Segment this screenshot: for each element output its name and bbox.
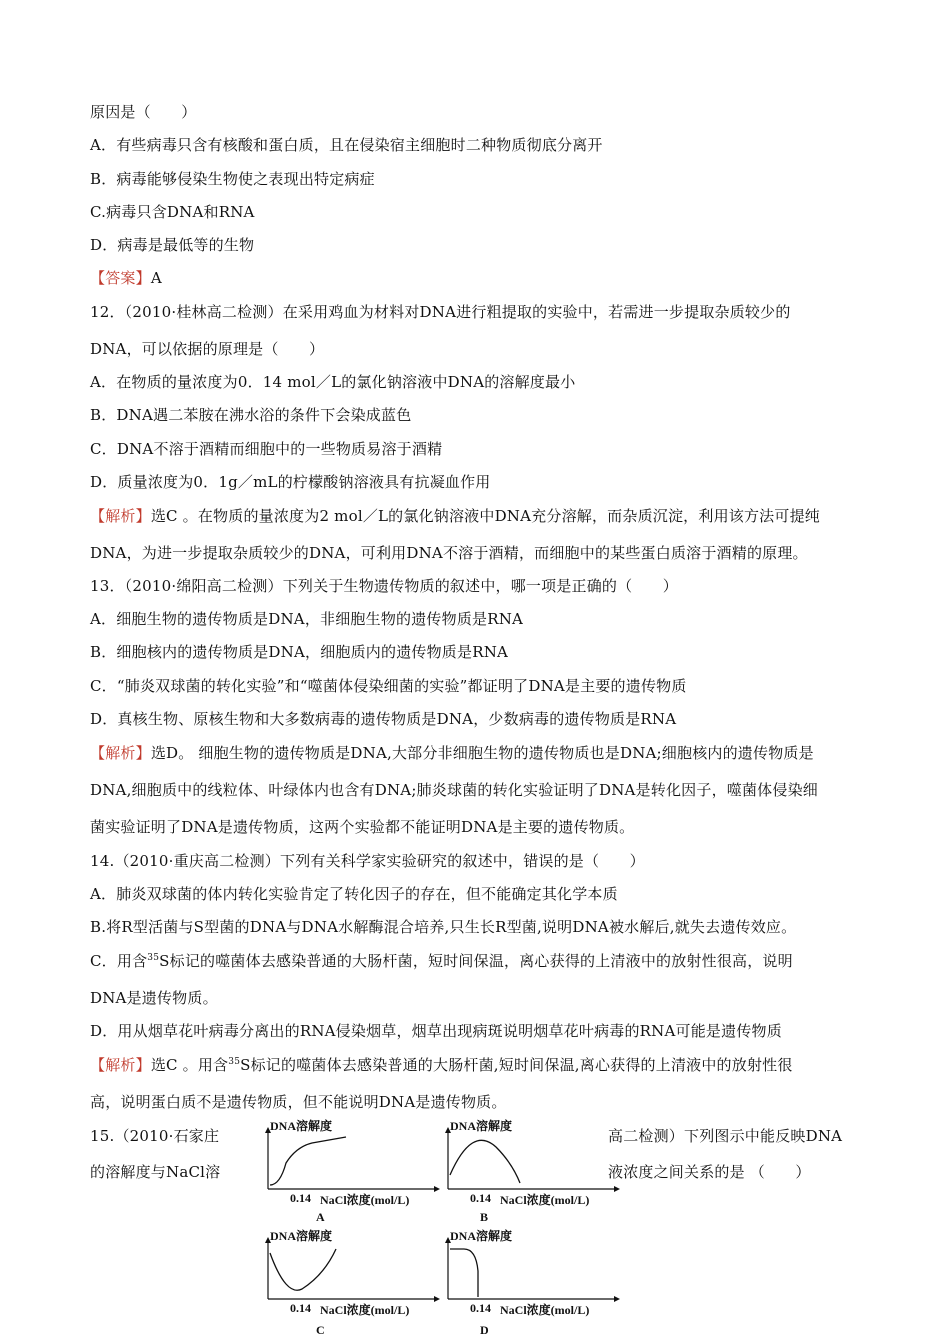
chart-letter: C xyxy=(316,1323,325,1337)
x-axis-label: NaCl浓度(mol/L) xyxy=(320,1303,410,1317)
q12-option-a: A．在物质的量浓度为0．14 mol／L的氯化钠溶液中DNA的溶解度最小 xyxy=(90,373,576,391)
q14-analysis-line2: 高，说明蛋白质不是遗传物质，但不能说明DNA是遗传物质。 xyxy=(90,1093,507,1111)
q14-option-d: D．用从烟草花叶病毒分离出的RNA侵染烟草，烟草出现病斑说明烟草花叶病毒的RNA可能是遗传物质 xyxy=(90,1022,782,1040)
solubility-curve xyxy=(450,1140,520,1183)
x-axis-label: NaCl浓度(mol/L) xyxy=(320,1193,410,1207)
q12-stem-line1: 12．（2010·桂林高二检测）在采用鸡血为材料对DNA进行粗提取的实验中，若需进一步提取杂质较少的 xyxy=(90,303,791,321)
q14-option-c-line1 xyxy=(90,951,793,971)
q11-option-a: A．有些病毒只含有核酸和蛋白质，且在侵染宿主细胞时二种物质彻底分离开 xyxy=(90,136,603,154)
text-post: S标记的噬菌体去感染普通的大肠杆菌,短时间保温,离心获得的上清液中的放射性很 xyxy=(240,1056,793,1074)
q14-option-a: A．肺炎双球菌的体内转化实验肯定了转化因子的存在，但不能确定其化学本质 xyxy=(90,885,618,903)
analysis-text: 选C 。在物质的量浓度为2 mol／L的氯化钠溶液中DNA充分溶解，而杂质沉淀，利用该方法可提纯 xyxy=(150,507,820,525)
x-tick-label: 0.14 xyxy=(470,1301,491,1315)
chart-c xyxy=(262,1227,442,1339)
x-axis-arrow xyxy=(434,1296,440,1302)
y-axis-label: DNA溶解度 xyxy=(450,1229,512,1243)
q13-option-d: D．真核生物、原核生物和大多数病毒的遗传物质是DNA，少数病毒的遗传物质是RNA xyxy=(90,710,677,728)
chart-a xyxy=(262,1117,442,1229)
x-axis-arrow xyxy=(434,1186,440,1192)
q11-option-c: C.病毒只含DNA和RNA xyxy=(90,203,255,221)
q15-stem-right1: 高二检测）下列图示中能反映DNA xyxy=(608,1127,843,1145)
x-axis-arrow xyxy=(614,1186,620,1192)
q14-stem: 14.（2010·重庆高二检测）下列有关科学家实验研究的叙述中，错误的是（ ） xyxy=(90,852,645,870)
q12-option-d: D．质量浓度为0．1g／mL的柠檬酸钠溶液具有抗凝血作用 xyxy=(90,473,491,491)
q15-stem-left2: 的溶解度与NaCl溶 xyxy=(90,1163,221,1181)
chart-letter: D xyxy=(480,1323,489,1337)
chart-letter: B xyxy=(480,1210,489,1224)
chart-letter: A xyxy=(316,1210,325,1224)
text-pre: 选C 。用含 xyxy=(150,1056,229,1074)
analysis-tag: 【解析】 xyxy=(90,507,151,525)
superscript: 35 xyxy=(228,1057,241,1067)
q15-stem-left1: 15.（2010·石家庄 xyxy=(90,1127,220,1145)
q11-option-d: D．病毒是最低等的生物 xyxy=(90,236,255,254)
x-axis-label: NaCl浓度(mol/L) xyxy=(500,1303,590,1317)
q14-option-c-line2: DNA是遗传物质。 xyxy=(90,989,218,1007)
answer-value: A xyxy=(150,269,162,287)
answer-tag: 【答案】 xyxy=(90,269,151,287)
x-axis-label: NaCl浓度(mol/L) xyxy=(500,1193,590,1207)
q13-analysis-line3: 菌实验证明了DNA是遗传物质，这两个实验都不能证明DNA是主要的遗传物质。 xyxy=(90,818,635,836)
solubility-curve xyxy=(270,1249,336,1290)
solubility-curve xyxy=(270,1137,346,1185)
x-tick-label: 0.14 xyxy=(290,1191,311,1205)
analysis-tag: 【解析】 xyxy=(90,744,151,762)
q13-analysis-line2: DNA,细胞质中的线粒体、叶绿体内也含有DNA;肺炎球菌的转化实验证明了DNA是转化因子，噬菌体侵染细 xyxy=(90,781,818,799)
y-axis-label: DNA溶解度 xyxy=(270,1229,332,1243)
analysis-tag: 【解析】 xyxy=(90,1056,151,1074)
q13-analysis-line1 xyxy=(90,743,814,763)
q15-stem-right2: 液浓度之间关系的是 （ ） xyxy=(608,1163,811,1181)
solubility-curve xyxy=(450,1249,478,1297)
q11-stem-tail: 原因是（ ） xyxy=(90,103,197,121)
q13-option-a: A．细胞生物的遗传物质是DNA，非细胞生物的遗传物质是RNA xyxy=(90,610,524,628)
q14-analysis-line1 xyxy=(90,1055,793,1075)
text-post: S标记的噬菌体去感染普通的大肠杆菌，短时间保温，离心获得的上清液中的放射性很高，说明 xyxy=(159,952,793,970)
q14-option-b: B.将R型活菌与S型菌的DNA与DNA水解酶混合培养,只生长R型菌,说明DNA被水解后,就失去遗传效应。 xyxy=(90,918,797,936)
x-tick-label: 0.14 xyxy=(290,1301,311,1315)
x-tick-label: 0.14 xyxy=(470,1191,491,1205)
analysis-text: 选D。 细胞生物的遗传物质是DNA,大部分非细胞生物的遗传物质也是DNA;细胞核内的遗传物质是 xyxy=(150,744,814,762)
q11-answer xyxy=(90,268,162,288)
q12-stem-line2: DNA，可以依据的原理是（ ） xyxy=(90,340,325,358)
q12-analysis-line1 xyxy=(90,506,820,526)
chart-d xyxy=(442,1227,622,1339)
y-axis-label: DNA溶解度 xyxy=(270,1119,332,1133)
q13-option-b: B．细胞核内的遗传物质是DNA，细胞质内的遗传物质是RNA xyxy=(90,643,509,661)
q12-option-c: C．DNA不溶于酒精而细胞中的一些物质易溶于酒精 xyxy=(90,440,443,458)
q12-option-b: B．DNA遇二苯胺在沸水浴的条件下会染成蓝色 xyxy=(90,406,412,424)
superscript: 35 xyxy=(147,953,160,963)
text-pre: C．用含 xyxy=(90,952,148,970)
y-axis-label: DNA溶解度 xyxy=(450,1119,512,1133)
q13-option-c: C．“肺炎双球菌的转化实验”和“噬菌体侵染细菌的实验”都证明了DNA是主要的遗传物质 xyxy=(90,677,687,695)
q11-option-b: B．病毒能够侵染生物使之表现出特定病症 xyxy=(90,170,375,188)
q13-stem: 13．（2010·绵阳高二检测）下列关于生物遗传物质的叙述中，哪一项是正确的（ ） xyxy=(90,577,678,595)
x-axis-arrow xyxy=(614,1296,620,1302)
q12-analysis-line2: DNA，为进一步提取杂质较少的DNA，可利用DNA不溶于酒精，而细胞中的某些蛋白质溶于酒精的原理。 xyxy=(90,544,808,562)
chart-b xyxy=(442,1117,622,1229)
